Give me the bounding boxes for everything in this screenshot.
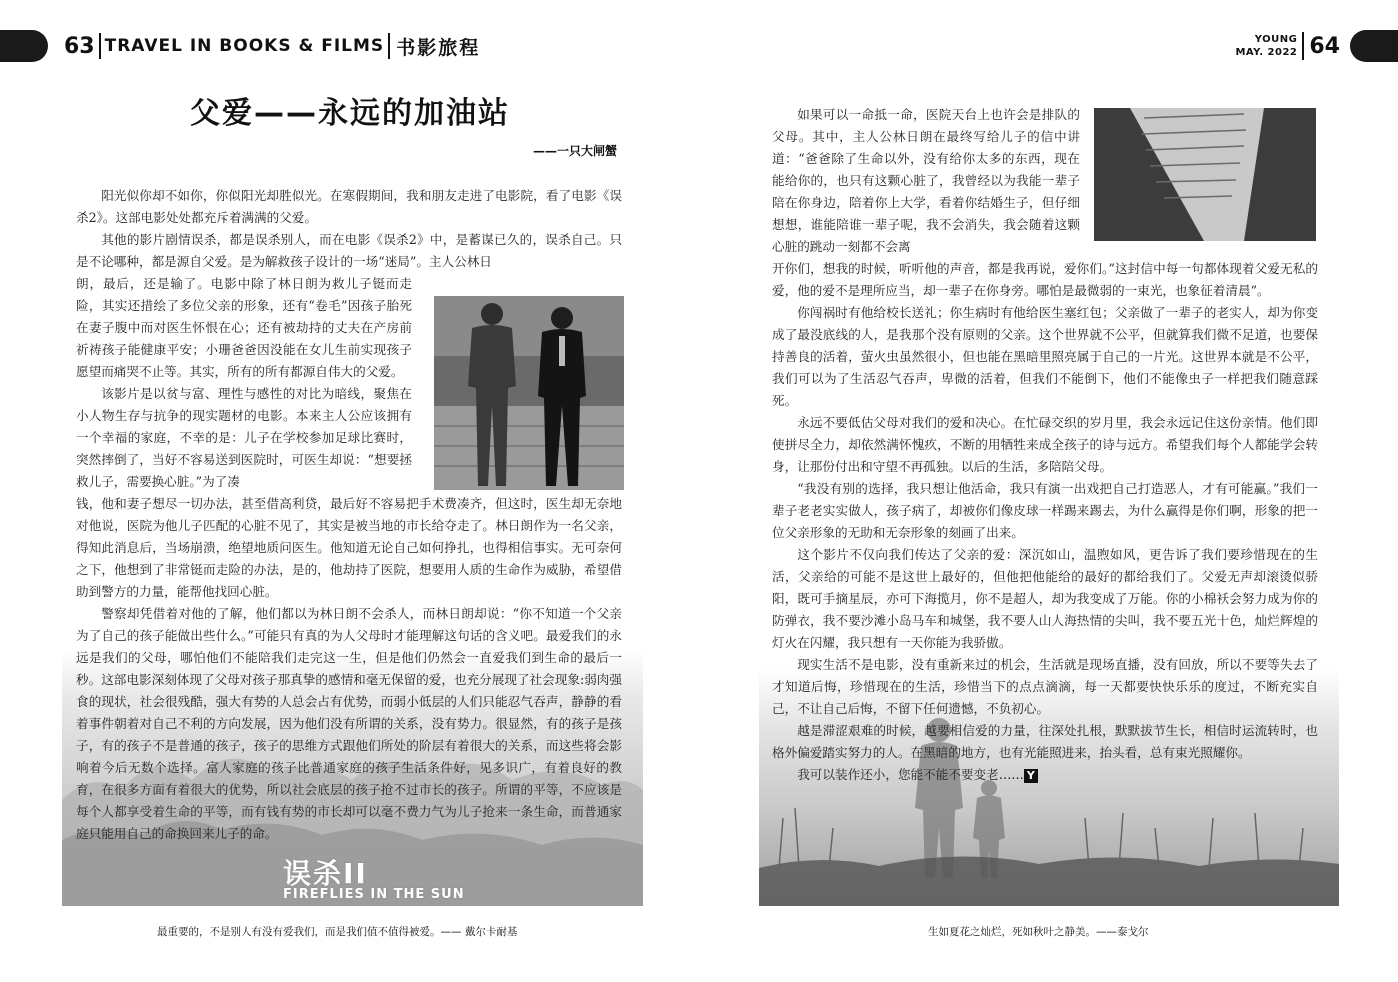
right-text-top xyxy=(772,104,1080,258)
section-title-en: TRAVEL IN BOOKS & FILMS xyxy=(104,36,385,56)
end-mark-icon: Y xyxy=(1024,769,1038,783)
paragraph: 警察却凭借着对他的了解，他们都以为林日朗不会杀人，而林日朗却说：“你不知道一个父亲为了自己的孩子能做出些什么。”可能只有真的为人父母时才能理解这句话的含义吧。最爱我们的永远是我们的父母，哪怕他们不能陪我们走完这一生，但是他们仍然会一直爱我们到生命的最后一秒。这部电影深刻体现了父母对孩子那真挚的感情和毫无保留的爱，也充分展现了社会现象:弱肉强食的现状，社会很残酷，强大有势的人总会占有优势，而弱小低层的人们只能忍气吞声，静静的看着事件朝着对自己不利的方向发展，因为他们没有所谓的关系，没有势力。很显然，有的孩子是孩子，有的孩子不是普通的孩子，孩子的思维方式跟他们所处的阶层有着很大的关系，而这些将会影响着今后无数个选择。富人家庭的孩子比普通家庭的孩子生活条件好，见多识广，有着良好的教育，在很多方面有着很大的优势，所以社会底层的孩子抢不过市长的孩子。所谓的平等，不应该是每个人都享受着生命的平等，而有钱有势的市长却可以毫不费力气为儿子抢来一条生命，而普通家庭只能用自己的命换回来儿子的命。 xyxy=(76,606,622,841)
paragraph: 阳光似你却不如你，你似阳光却胜似光。在寒假期间，我和朋友走进了电影院，看了电影《误杀2》。这部电影处处都充斥着满满的父爱。 xyxy=(76,188,622,225)
film-logo xyxy=(283,857,465,902)
magazine-issue xyxy=(1235,33,1297,59)
right-page xyxy=(699,0,1398,982)
magazine-name: YOUNG xyxy=(1254,34,1298,45)
article-author: ——一只大闸蟹 xyxy=(532,144,617,158)
paragraph: “我没有别的选择，我只想让他活命，我只有演一出戏把自己打造恶人，才有可能赢。”我们一辈子老老实实做人，孩子病了，却被你们像皮球一样踢来踢去，为什么赢得是你们啊，形象的把一位父亲形象的无助和无奈形象的刻画了出来。 xyxy=(772,481,1318,540)
paragraph: 朗，最后，还是输了。电影中除了林日朗为救儿子铤而走险，其实还措绘了多位父亲的形象，还有“卷毛”因孩子胎死在妻子腹中而对医生怀恨在心；还有被劫持的丈夫在产房前祈祷孩子能健康平安；小珊爸爸因没能在女儿生前实现孩子愿望而痛哭不止等。其实，所有的所有都源自伟大的父爱。 xyxy=(76,276,412,379)
right-text-rest xyxy=(772,258,1318,786)
footer-quote-right: 生如夏花之灿烂，死如秋叶之静美。——泰戈尔 xyxy=(928,926,1149,938)
page-tab-left xyxy=(0,30,48,62)
paragraph: 越是滞涩艰难的时候，越要相信爱的力量，往深处扎根，默默拔节生长，相信时运流转时，也格外偏爱踏实努力的人。在黑暗的地方，也有光能照进来，抬头看，总有束光照耀你。 xyxy=(772,723,1318,760)
film-logo-en: FIREFLIES IN THE SUN xyxy=(283,887,465,902)
left-text-bottom xyxy=(76,493,622,845)
paragraph: 现实生活不是电影，没有重新来过的机会，生活就是现场直播，没有回放，所以不要等失去了才知道后悔，珍惜现在的生活，珍惜当下的点点滴滴，每一天都要快快乐乐的度过，不断充实自己，不让自己后悔，不留下任何遗憾，不负初心。 xyxy=(772,657,1318,716)
paragraph: 其他的影片剧情误杀，都是误杀别人，而在电影《误杀2》中，是蓄谋已久的，误杀自己。只是不论哪种，都是源自父爱。是为解救孩子设计的一场“迷局”。主人公林日 xyxy=(76,232,622,269)
paragraph: 如果可以一命抵一命，医院天台上也许会是排队的父母。其中，主人公林日朗在最终写给儿子的信中讲道：“爸爸除了生命以外，没有给你太多的东西，现在能给你的，也只有这颗心脏了，我曾经以为我能一辈子陪在你身边，陪着你上大学，看着你结婚生子，但仔细想想，谁能陪谁一辈子呢，我不会消失，我会随着这颗心脏的跳动一刻都不会离 xyxy=(772,107,1080,254)
header-divider xyxy=(388,33,390,59)
section-title-cn: 书影旅程 xyxy=(396,36,481,59)
paragraph: 该影片是以贫与富、理性与感性的对比为暗线，聚焦在小人物生存与抗争的现实题材的电影。本来主人公应该拥有一个幸福的家庭，不幸的是：儿子在学校参加足球比赛时，突然摔倒了，当好不容易送到医院时，可医生却说：“想要拯救儿子，需要换心脏。”为了凑 xyxy=(76,386,412,489)
page-number-right: 64 xyxy=(1309,33,1340,59)
page-number-left: 63 xyxy=(64,33,95,59)
header-left xyxy=(64,32,480,60)
paragraph: 你闯祸时有他给校长送礼；你生病时有他给医生塞红包；父亲做了一辈子的老实人，却为你变成了最没底线的人，是我那个没有原则的父亲。这个世界就不公平，但就算我们微不足道，也要保持善良的活着，萤火虫虽然很小，但也能在黑暗里照亮属于自己的一片光。这世界本就是不公平，我们可以为了生活忍气吞声，卑微的活着，但我们不能倒下，他们不能像虫子一样把我们随意踩死。 xyxy=(772,305,1318,408)
issue-date: MAY. 2022 xyxy=(1235,47,1298,58)
page-tab-right xyxy=(1350,30,1398,62)
article-title: 父爱——永远的加油站 xyxy=(190,96,510,131)
paragraph xyxy=(772,764,1318,786)
film-still-photo xyxy=(434,296,624,490)
closing-line: 我可以装作还小，您能不能不要变老…… xyxy=(797,767,1024,782)
header-right xyxy=(1235,30,1340,62)
two-men-image xyxy=(434,296,624,490)
handwritten-letter-photo xyxy=(1094,108,1316,241)
letter-image xyxy=(1094,108,1316,241)
header-divider xyxy=(1302,32,1304,60)
paragraph: 永远不要低估父母对我们的爱和决心。在忙碌交织的岁月里，我会永远记住这份亲情。他们即使拼尽全力，却依然满怀愧疚，不断的用牺牲来成全孩子的诗与远方。希望我们每个人都能学会转身，让那份付出和守望不再孤独。以后的生活，多陪陪父母。 xyxy=(772,415,1318,474)
film-logo-cn: 误杀II xyxy=(283,857,368,890)
left-text-wrap xyxy=(76,273,412,493)
paragraph: 钱，他和妻子想尽一切办法，甚至借高利贷，最后好不容易把手术费凑齐，但这时，医生却无奈地对他说，医院为他儿子匹配的心脏不见了，其实是被当地的市长给夺走了。林日朗作为一名父亲，得知此消息后，当场崩溃，绝望地质问医生。他知道无论自己如何挣扎，也得相信事实。无可奈何之下，他想到了非常铤而走险的办法，是的，他劫持了医院，想要用人质的生命作为威胁，希望借助到警方的力量，能帮他找回心脏。 xyxy=(76,496,622,599)
paragraph: 开你们，想我的时候，听听他的声音，都是我再说，爱你们。”这封信中每一句都体现着父爱无私的爱，他的爱不是理所应当，却一辈子在你身旁。哪怕是最微弱的一束光，也象征着清晨”。 xyxy=(772,261,1318,298)
header-divider xyxy=(99,33,101,59)
footer-quote-left: 最重要的，不是别人有没有爱我们，而是我们值不值得被爱。—— 戴尔卡耐基 xyxy=(157,926,518,938)
left-text-top xyxy=(76,185,622,273)
paragraph: 这个影片不仅向我们传达了父亲的爱：深沉如山，温煦如风，更告诉了我们要珍惜现在的生活，父亲给的可能不是这世上最好的，但他把他能给的最好的都给我们了。父爱无声却滚烫似骄阳，既可手摘星辰，亦可下海揽月，你不是超人，却为我变成了万能。你的小棉袄会努力成为你的防弹衣，我不要沙滩小岛马车和城堡，我不要人山人海热情的尖叫，我不要五光十色，灿烂辉煌的灯火在闪耀，我只想有一天你能为我骄傲。 xyxy=(772,547,1318,650)
